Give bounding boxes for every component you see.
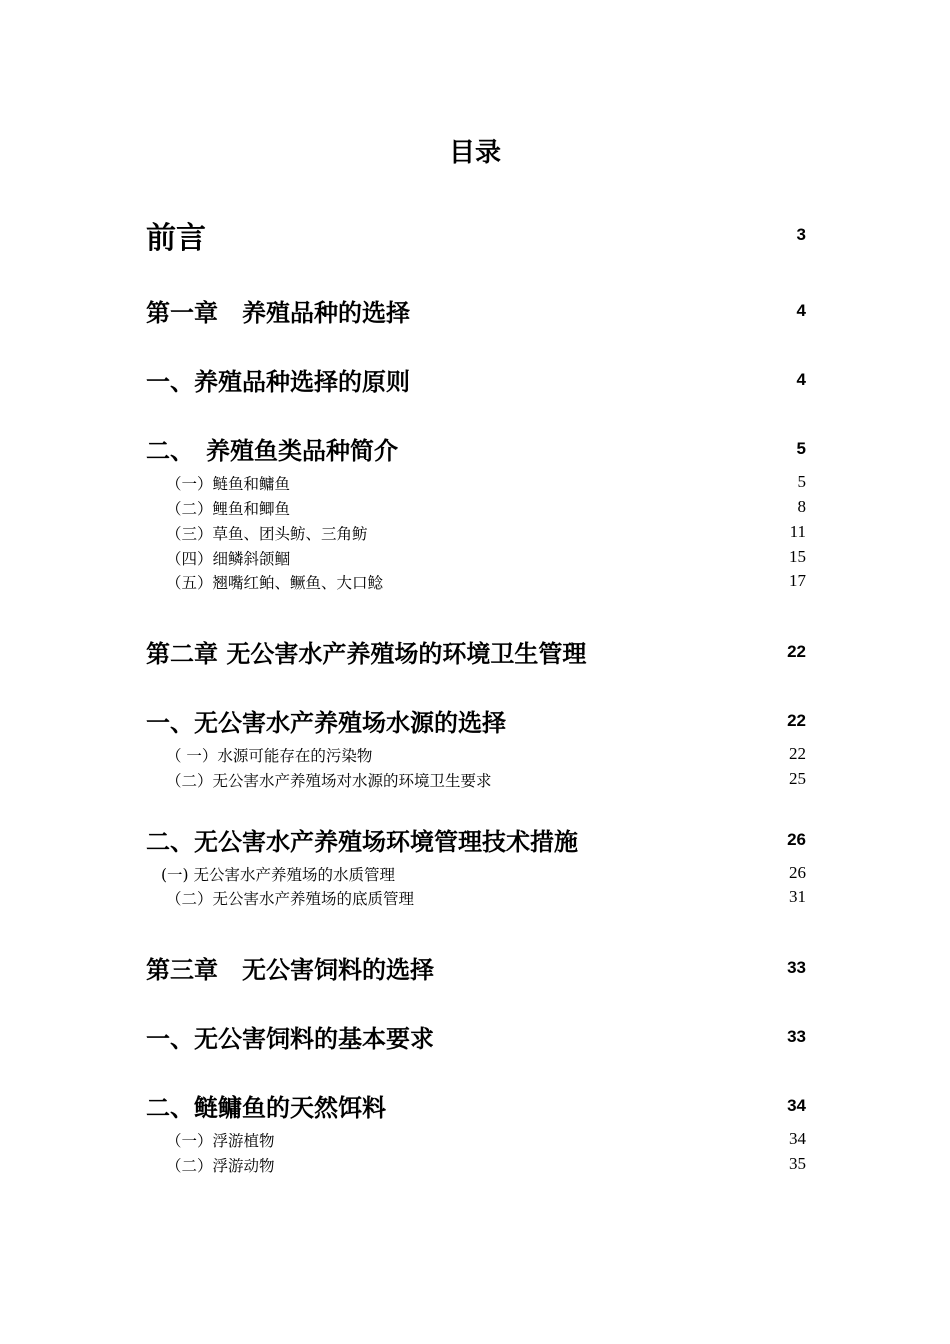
toc-entry-page: 5 [797,472,806,491]
toc-entry-label: 第一章 养殖品种的选择 [146,299,410,327]
toc-entry-label: （一）浮游植物 [166,1132,275,1150]
toc-entry-label: 一、养殖品种选择的原则 [146,368,410,396]
toc-entry-label: 一、无公害水产养殖场水源的选择 [146,709,506,737]
toc-entry-label: 第三章 无公害饲料的选择 [146,956,434,984]
toc-entry-page: 34 [787,1096,806,1115]
toc-entry-label: 第二章 无公害水产养殖场的环境卫生管理 [146,640,587,668]
toc-entry-page: 33 [787,958,806,977]
toc-entry-label: （二）鲤鱼和鲫鱼 [166,500,291,518]
toc-entry-label: (一) 无公害水产养殖场的水质管理 [161,866,396,884]
toc-entry-label: （五）翘嘴红鲌、鳜鱼、大口鲶 [166,574,384,592]
toc-entry-label: （ 一）水源可能存在的污染物 [166,747,373,765]
toc-entry-page: 5 [796,439,806,458]
toc-entry-page: 8 [797,497,806,516]
toc-entry-page: 4 [796,301,806,320]
toc-entry-page: 17 [789,571,806,590]
toc-entry-page: 33 [787,1027,806,1046]
toc-entry-page: 31 [789,887,806,906]
toc-entry-label: （一）鲢鱼和鳙鱼 [166,475,291,493]
toc-entry-label: （四）细鳞斜颌鲴 [166,550,291,568]
toc-entry-page: 35 [789,1154,806,1173]
toc-entry-label: （二）浮游动物 [166,1157,275,1175]
toc-entry-label: 一、无公害饲料的基本要求 [146,1025,434,1053]
toc-entry-label: 二、 养殖鱼类品种简介 [146,437,398,465]
toc-entry-page: 11 [789,522,806,541]
toc-entry-page: 3 [796,225,806,244]
toc-entry-page: 25 [789,769,806,788]
toc-entry-page: 22 [787,642,806,661]
toc-entry-page: 15 [789,547,806,566]
toc-entry-page: 26 [787,830,806,849]
toc-entry-label: （二）无公害水产养殖场对水源的环境卫生要求 [166,772,492,790]
toc-entry-page: 22 [789,744,806,763]
toc-entry-label: 二、无公害水产养殖场环境管理技术措施 [146,828,578,856]
toc-title: 目录 [448,138,501,168]
toc-entry-label: 二、鲢鳙鱼的天然饵料 [146,1094,386,1122]
toc-entry-label: 前言 [146,221,206,256]
toc-entry-label: （三）草鱼、团头鲂、三角鲂 [166,525,368,543]
toc-entry-label: （二）无公害水产养殖场的底质管理 [166,890,415,908]
toc-entry-page: 22 [787,711,806,730]
toc-entry-page: 34 [789,1129,806,1148]
toc-entry-page: 4 [796,370,806,389]
toc-entry-page: 26 [789,863,806,882]
